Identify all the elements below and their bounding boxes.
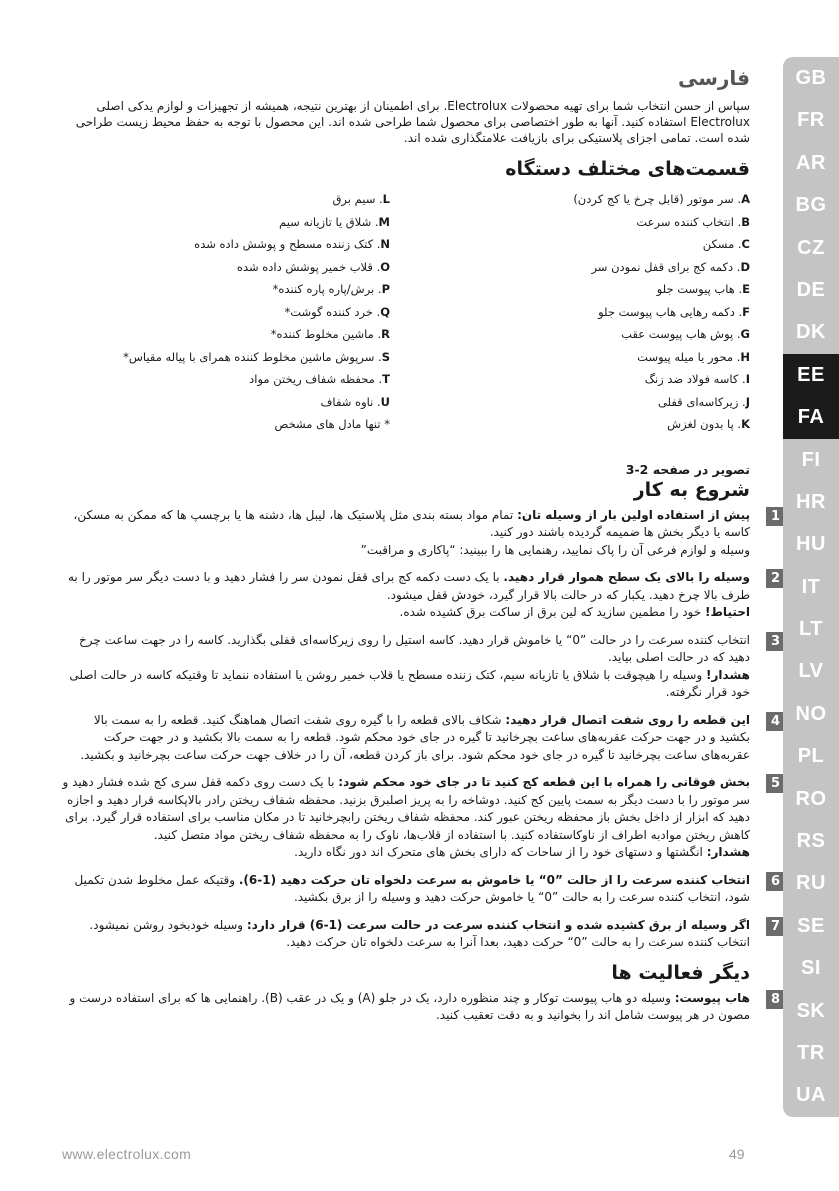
lang-tab-fi[interactable]: FI — [783, 439, 839, 481]
part-text: پا بدون لغزش — [667, 417, 734, 431]
part-item: L. سیم برق — [332, 192, 390, 206]
lang-tab-sk[interactable]: SK — [783, 990, 839, 1032]
part-letter: S — [381, 349, 390, 364]
part-letter: L — [382, 192, 390, 206]
part-item: R. ماشین مخلوط کننده* — [270, 327, 390, 341]
part-letter: J — [745, 394, 750, 409]
part-text: ماشین مخلوط کننده* — [270, 327, 374, 341]
page-number: 49 — [729, 1146, 745, 1162]
step-body: تمام مواد بسته بندی مثل پلاستیک ها، لیبل ها، دشنه ها یا برچسپ ها که ممکن به مسکن، کاسه یا دیگر بخش ها ضمیمه گردیده باشند دور کنید. — [73, 507, 750, 539]
part-item: K. پا بدون لغزش — [667, 417, 750, 431]
step-text — [60, 917, 750, 952]
step-body: شکاف بالای قطعه را با گیره روی شفت اتصال هماهنگ کنید. قطعه را به سمت بالا بکشید و در جهت حرکت عقربه‌های ساعت بچرخانید تا گیره در جای خود محکم شود. قطعه را به سمت بالا بکشید و در جهت حرکت عقربه‌های ساعت بچرخانید تا گیره در جای خود محکم شود. برای باز کردن قطعه، آن را در خلاف جهت حرکت ساعت بچرخانید و بکشید. — [80, 712, 750, 762]
lang-tab-hr[interactable]: HR — [783, 481, 839, 523]
step-body: وقتیکه عمل مخلوط شدن تکمیل شود، انتخاب کننده سرعت را به حالت ”0“ یا خاموش حرکت دهید و وسیله را از برق بکشید. — [74, 872, 750, 904]
step-note-label: احتیاط! — [705, 605, 750, 619]
step-bold-lead: بخش فوقانی را همراه با این قطعه کج کنید تا در جای خود محکم شود: — [338, 775, 750, 789]
part-text: دکمه کج برای قفل نمودن سر — [591, 259, 734, 274]
step-note — [60, 844, 750, 862]
part-item: E. هاب پیوست جلو — [656, 282, 750, 296]
step-note-text: خود را مطمین سازید که لین برق از ساکت برق کشیده شده. — [399, 605, 705, 619]
lang-tab-lt[interactable]: LT — [783, 608, 839, 650]
figure-reference: تصویر در صفحه 2-3 — [625, 461, 750, 477]
lang-tab-no[interactable]: NO — [783, 693, 839, 735]
part-letter: O — [380, 259, 390, 274]
other-activities-title: دیگر فعالیت ها — [611, 961, 750, 984]
part-letter: R — [381, 327, 390, 341]
step-number: 1 — [766, 507, 785, 526]
part-letter: F — [742, 304, 750, 319]
step-item — [60, 774, 781, 862]
part-item: P. برش/پاره پاره کننده* — [272, 282, 390, 296]
step-item — [60, 632, 781, 702]
parts-list — [60, 188, 750, 436]
step-note-label: هشدار! — [706, 667, 750, 682]
part-text: کاسه فولاد ضد زنگ — [644, 372, 739, 386]
step-body: با یک دست دکمه کج برای قفل نمودن سر را فشار دهید و با دست دیگر سر موتور را به طرف بالا چرخ دهید. یکبار که در حالت بالا قرار گیرد، خودش قفل میشود. — [68, 570, 750, 602]
part-item: C. مسکن — [702, 237, 750, 251]
part-letter: A — [741, 192, 750, 206]
lang-tab-ua[interactable]: UA — [783, 1074, 839, 1116]
step-item — [60, 872, 781, 907]
part-item: U. ناوه شفاف — [320, 394, 390, 409]
lang-tab-se[interactable]: SE — [783, 905, 839, 947]
part-letter: G — [740, 327, 750, 341]
step-bold-lead: وسیله را بالای یک سطح هموار قرار دهید. — [503, 570, 750, 584]
step-number: 2 — [766, 569, 785, 588]
step-item — [60, 507, 781, 560]
step-number: 8 — [766, 990, 785, 1009]
part-text: زیرکاسه‌ای قفلی — [657, 394, 739, 409]
language-tabs — [783, 57, 839, 1117]
part-letter: I — [745, 372, 750, 386]
part-text: پوش هاب پیوست عقب — [621, 327, 734, 341]
part-text: محفظه شفاف ریختن مواد — [249, 372, 375, 386]
step-text — [60, 569, 750, 604]
lang-tab-ro[interactable]: RO — [783, 778, 839, 820]
part-text: سیم برق — [332, 192, 376, 206]
part-text: کتک زننده مسطح و پوشش داده شده — [194, 237, 374, 251]
step-bold-lead: پیش از استفاده اولین بار از وسیله تان: — [517, 507, 750, 522]
part-text: سرپوش ماشین مخلوط کننده همرای با پیاله مقیاس* — [123, 349, 375, 364]
part-letter: K — [741, 417, 750, 431]
page-content — [60, 66, 781, 1035]
part-item: S. سرپوش ماشین مخلوط کننده همرای با پیاله مقیاس* — [123, 349, 390, 364]
step-body: انتخاب کننده سرعت را در حالت ”0“ یا خاموش قرار دهید. کاسه استیل را روی زیرکاسه‌ای قفلی بگذارید. کاسه را در جهت ساعت چرخ دهید که در حالت اصلی بیاید. — [79, 632, 750, 664]
step-bold-lead: هاب پیوست: — [674, 990, 750, 1005]
lang-tab-lv[interactable]: LV — [783, 650, 839, 692]
lang-tab-si[interactable]: SI — [783, 947, 839, 989]
step-body: وسیله خودبخود روشن نمیشود. انتخاب کننده سرعت را به حالت ”0“ حرکت دهید، بعدا آنرا به سرعت دلخواه تان حرکت دهید. — [89, 917, 750, 949]
lang-tab-tr[interactable]: TR — [783, 1032, 839, 1074]
part-text: هاب پیوست جلو — [656, 282, 735, 296]
part-letter: D — [740, 259, 750, 274]
step-body: با یک دست روی دکمه قفل سری کج شده فشار دهید و سر موتور را با دست دیگر به سمت پایین کج کنید. دوشاخه را به پریز اصلبرق بزنید. محفظه شفاف ریختن رادر بالاپکاسه قرار دهید و اجازه دهید که ابزار از داخل بخش باز محفظه ریختن عبور کند. محفظه شفاف ریختن رابچرخانید تا در مکان مناسب برای استفاده قرار گیرد. برای کاهش ریختن موادبه اطراف از ناوکاستفاده کنید. با استفاده از قلاب‌ها، ناوک را به محفظه شفاف ریختن مواد متصل کنید. — [62, 775, 750, 842]
lang-tab-ru[interactable]: RU — [783, 862, 839, 904]
lang-tab-fa[interactable]: FA — [783, 396, 839, 438]
part-letter: T — [382, 372, 390, 386]
part-text: انتخاب کننده سرعت — [636, 214, 734, 229]
step-note-text: وسیله را هیچوقت با شلاق یا تازیانه سیم، کتک زننده مسطح یا قلاب خمیر روشن یا استفاده ننماید تا وقتیکه کاسه در حالت اصلی خود قرار نگرفته. — [69, 667, 750, 699]
part-text: مسکن — [702, 237, 735, 251]
part-letter: B — [741, 214, 750, 229]
lang-tab-gb[interactable]: GB — [783, 57, 839, 99]
step-number: 5 — [766, 774, 785, 793]
step-text — [60, 774, 750, 844]
part-text: قلاب خمیر پوشش داده شده — [236, 259, 373, 274]
part-item: I. کاسه فولاد ضد زنگ — [644, 372, 750, 386]
step-item — [60, 917, 781, 952]
part-text: سر موتور (قابل چرخ یا کج کردن) — [573, 192, 734, 206]
parts-column-right — [420, 188, 750, 436]
lang-tab-fr[interactable]: FR — [783, 99, 839, 141]
lang-tab-rs[interactable]: RS — [783, 820, 839, 862]
part-item: D. دکمه کج برای قفل نمودن سر — [591, 259, 750, 274]
lang-tab-de[interactable]: DE — [783, 269, 839, 311]
step-note-text: وسیله و لوازم فرعی آن را پاک نمایید، رهنمایی ها را ببینید: “پاکاری و مراقبت” — [360, 542, 750, 557]
step-note — [60, 604, 750, 622]
part-item: F. دکمه رهایی هاب پیوست جلو — [598, 304, 750, 319]
parts-column-left — [60, 188, 390, 413]
step-note — [60, 542, 750, 560]
step-text — [60, 872, 750, 907]
step-item — [60, 569, 781, 622]
part-item: Q. خرد کننده گوشت* — [284, 304, 390, 319]
part-text: برش/پاره پاره کننده* — [272, 282, 375, 296]
parts-column-left-wrap — [60, 188, 390, 436]
part-letter: E — [742, 282, 750, 296]
part-item: B. انتخاب کننده سرعت — [636, 214, 750, 229]
step-number: 3 — [766, 632, 785, 651]
part-text: دکمه رهایی هاب پیوست جلو — [598, 304, 735, 319]
footnote: * تنها مادل های مشخص — [274, 417, 390, 431]
part-text: خرد کننده گوشت* — [284, 304, 373, 319]
step-bold-lead: اگر وسیله از برق کشیده شده و انتخاب کننده سرعت در حالت سرعت (1-6) قرار دارد: — [246, 917, 750, 932]
lang-tab-hu[interactable]: HU — [783, 523, 839, 565]
language-title: فارسی — [677, 66, 750, 90]
part-item: A. سر موتور (قابل چرخ یا کج کردن) — [573, 192, 750, 206]
part-letter: M — [378, 214, 390, 229]
step-bold-lead: این قطعه را روی شفت اتصال قرار دهید: — [505, 712, 750, 727]
part-text: شلاق یا تازیانه سیم — [279, 214, 372, 229]
part-item: J. زیرکاسه‌ای قفلی — [657, 394, 750, 409]
step-bold-lead: انتخاب کننده سرعت را از حالت ”0“ یا خاموش به سرعت دلخواه تان حرکت دهید (1-6). — [238, 872, 750, 887]
parts-title: قسمت‌های مختلف دستگاه — [505, 158, 750, 180]
step-number: 6 — [766, 872, 785, 891]
lang-tab-ar[interactable]: AR — [783, 142, 839, 184]
part-letter: N — [380, 237, 390, 251]
step-item — [60, 712, 781, 765]
lang-tab-bg[interactable]: BG — [783, 184, 839, 226]
intro-paragraph: سپاس از حسن انتخاب شما برای تهیه محصولات Electrolux. برای اطمینان از بهترین نتیجه، همیشه از تجهیزات و لوازم یدکی اصلی Electrolux استفاده کنید. آنها به طور اختصاصی برای محصول شما طراحی شده اند. این محصول با توجه به حفظ محیط زیست طراحی شده است. تمامی اجزای پلاستیکی برای بازیافت علامتگذاری شده اند. — [75, 99, 750, 145]
other-steps-list — [60, 990, 781, 1025]
part-item: H. محور یا میله پیوست — [637, 349, 750, 364]
step-text — [60, 990, 750, 1025]
part-letter: Q — [380, 304, 390, 319]
part-item: T. محفظه شفاف ریختن مواد — [249, 372, 390, 386]
part-letter: P — [381, 282, 390, 296]
part-item: M. شلاق یا تازیانه سیم — [279, 214, 390, 229]
part-item: N. کتک زننده مسطح و پوشش داده شده — [194, 237, 390, 251]
part-item: O. قلاب خمیر پوشش داده شده — [236, 259, 390, 274]
steps-list — [60, 507, 781, 952]
step-note-label: هشدار: — [706, 845, 750, 859]
lang-tab-cz[interactable]: CZ — [783, 227, 839, 269]
part-item: G. پوش هاب پیوست عقب — [621, 327, 750, 341]
lang-tab-ee[interactable]: EE — [783, 354, 839, 396]
step-note — [60, 667, 750, 702]
lang-tab-it[interactable]: IT — [783, 566, 839, 608]
part-letter: U — [380, 394, 390, 409]
step-item — [60, 990, 781, 1025]
part-letter: H — [740, 349, 750, 364]
step-text — [60, 507, 750, 542]
step-note-text: انگشتها و دستهای خود را از ساحات که دارای بخش های متحرک اند دور نگاه دارید. — [294, 845, 707, 859]
getting-started-title: شروع به کار — [633, 478, 750, 501]
step-text — [60, 632, 750, 667]
step-number: 4 — [766, 712, 785, 731]
lang-tab-pl[interactable]: PL — [783, 735, 839, 777]
lang-tab-dk[interactable]: DK — [783, 311, 839, 353]
part-letter: C — [741, 237, 750, 251]
step-number: 7 — [766, 917, 785, 936]
part-text: ناوه شفاف — [320, 394, 374, 409]
footer-url[interactable]: www.electrolux.com — [62, 1146, 192, 1162]
part-text: محور یا میله پیوست — [637, 349, 734, 364]
step-body: وسیله دو هاب پیوست توکار و چند منظوره دارد، یک در جلو (A) و یک در عقب (B). راهنمایی ها که برای استفاده درست و مصون در هر پیوست شامل اند را بخوانید و به دقت تعقیب کنید. — [69, 990, 750, 1022]
step-text — [60, 712, 750, 765]
